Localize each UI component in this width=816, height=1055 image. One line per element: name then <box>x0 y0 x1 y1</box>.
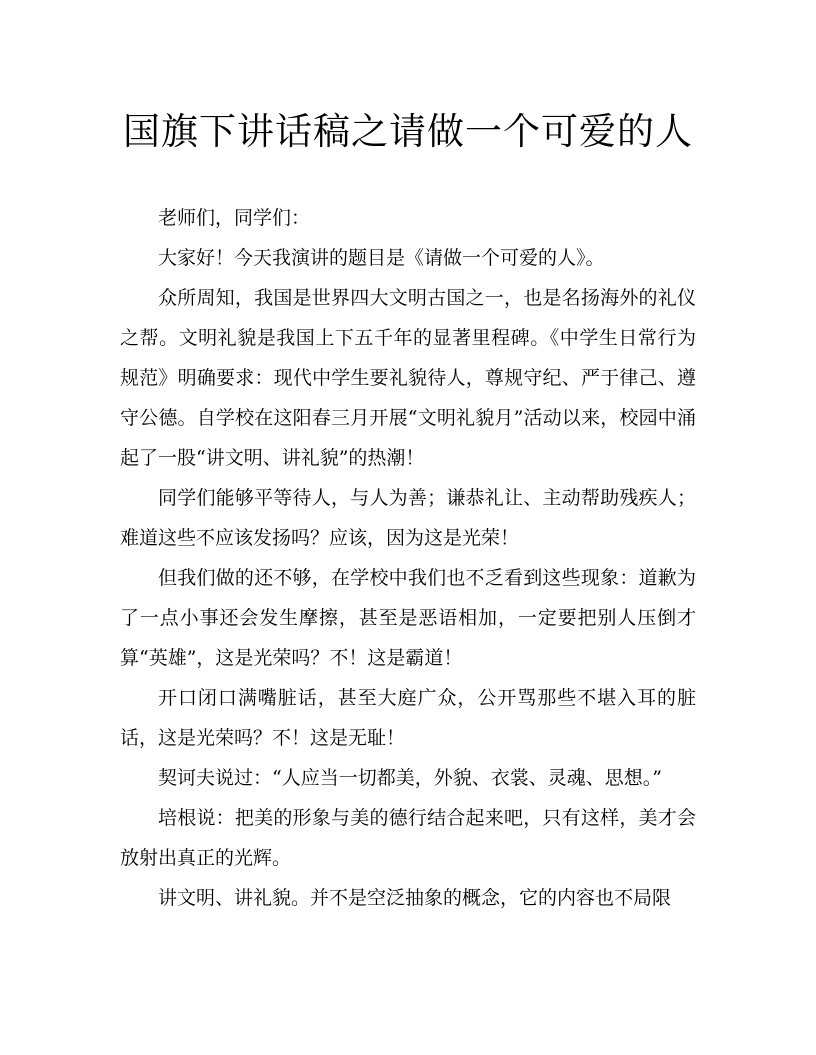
paragraph: 讲文明、讲礼貌。并不是空泛抽象的概念，它的内容也不局限 <box>158 887 672 909</box>
document-body <box>120 198 696 918</box>
paragraph-quote: 培根说：把美的形象与美的德行结合起来吧，只有这样，美才会放射出真正的光辉。 <box>120 807 696 869</box>
document-title: 国旗下讲话稿之请做一个可爱的人 <box>123 110 693 153</box>
paragraph-intro: 大家好！今天我演讲的题目是《请做一个可爱的人》。 <box>158 247 605 269</box>
paragraph-greeting: 老师们，同学们： <box>158 207 311 229</box>
paragraph: 但我们做的还不够，在学校中我们也不乏看到这些现象：道歉为了一点小事还会发生摩擦，甚至是恶语相加，一定要把别人压倒才算“英雄”，这是光荣吗？不！这是霸道！ <box>120 567 696 669</box>
paragraph: 开口闭口满嘴脏话，甚至大庭广众，公开骂那些不堪入耳的脏话，这是光荣吗？不！这是无耻！ <box>120 687 696 749</box>
paragraph: 众所周知，我国是世界四大文明古国之一，也是名扬海外的礼仪之帮。文明礼貌是我国上下五千年的显著里程碑。《中学生日常行为规范》明确要求：现代中学生要礼貌待人，尊规守纪、严于律己、遵守公德。自学校在这阳春三月开展“文明礼貌月”活动以来，校园中涌起了一股“讲文明、讲礼貌”的热潮！ <box>120 287 696 469</box>
paragraph: 同学们能够平等待人，与人为善；谦恭礼让、主动帮助残疾人；难道这些不应该发扬吗？应该，因为这是光荣！ <box>120 487 696 549</box>
paragraph-quote: 契诃夫说过：“人应当一切都美，外貌、衣裳、灵魂、思想。” <box>158 767 662 789</box>
